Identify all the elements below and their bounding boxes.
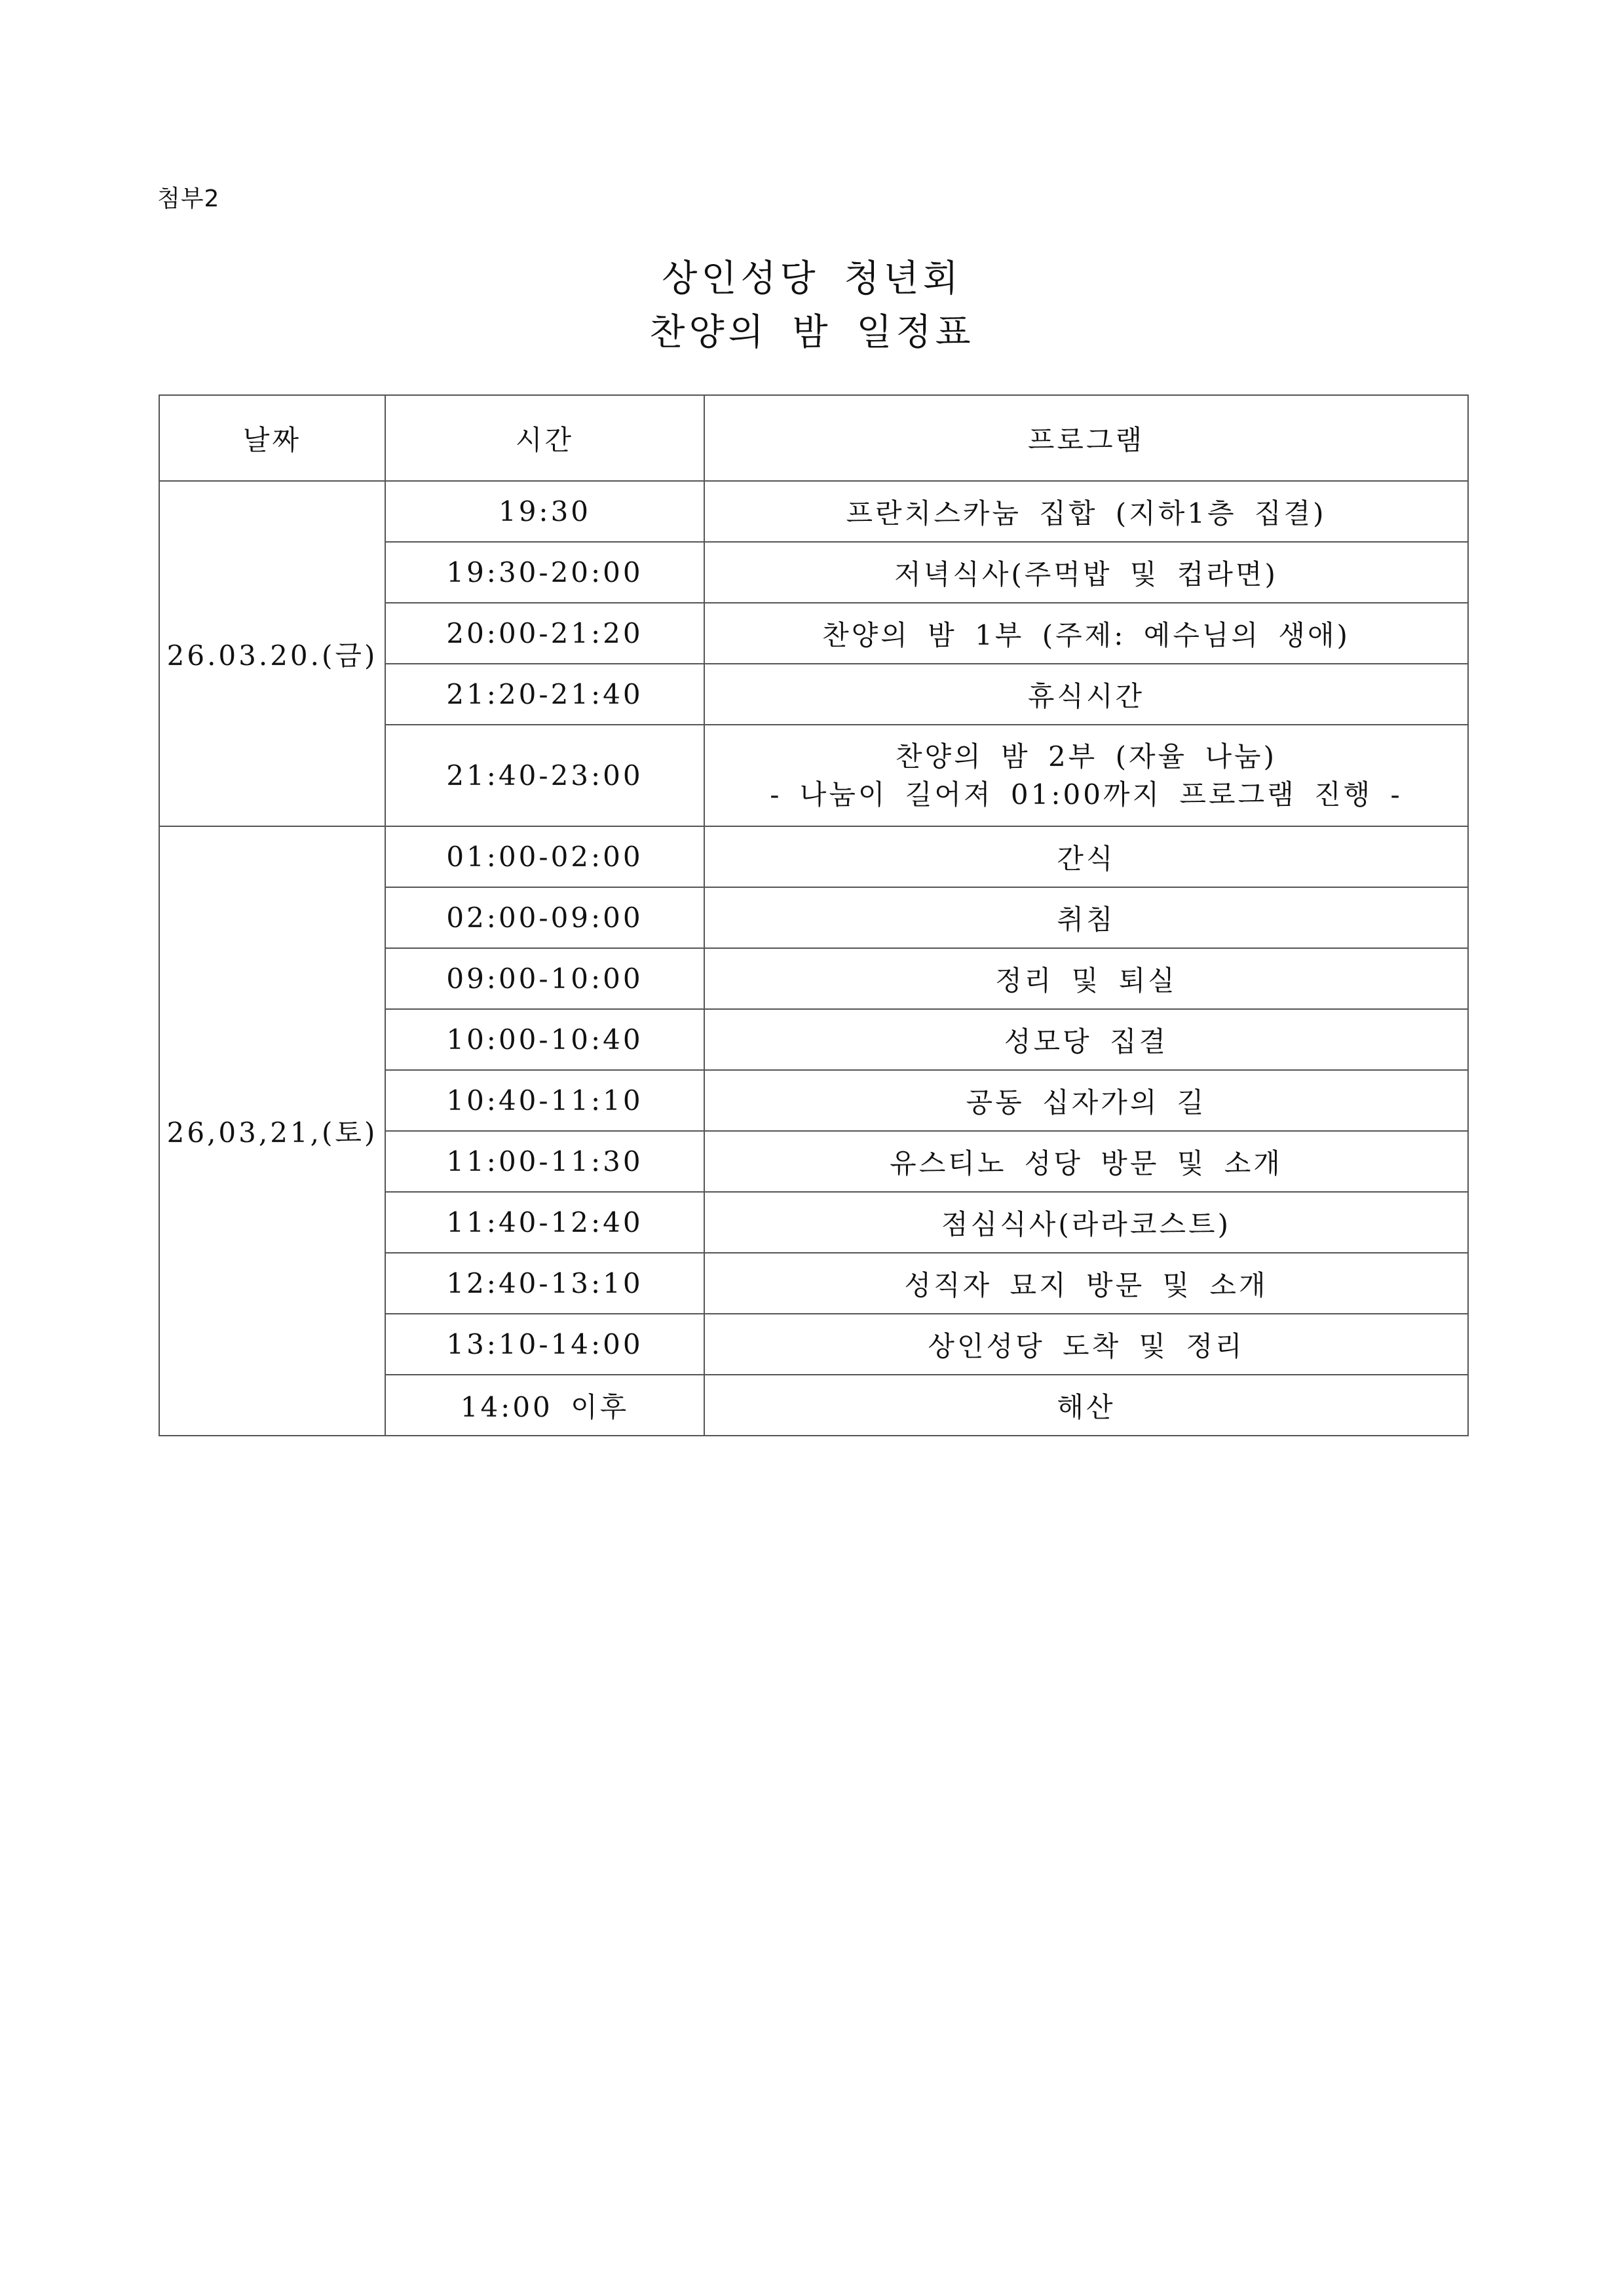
program-cell: 공동 십자가의 길: [704, 1070, 1468, 1131]
header-program: 프로그램: [704, 395, 1468, 481]
time-cell: 10:00-10:40: [385, 1009, 704, 1070]
program-cell: 취침: [704, 887, 1468, 948]
time-cell: 13:10-14:00: [385, 1314, 704, 1375]
program-cell: 프란치스카눔 집합 (지하1층 집결): [704, 481, 1468, 542]
header-date: 날짜: [159, 395, 385, 481]
time-cell: 20:00-21:20: [385, 603, 704, 664]
program-cell: [704, 725, 1468, 826]
program-cell: 찬양의 밤 1부 (주제: 예수님의 생애): [704, 603, 1468, 664]
document-title: [0, 252, 1624, 360]
program-cell: 유스티노 성당 방문 및 소개: [704, 1131, 1468, 1192]
program-cell: 해산: [704, 1375, 1468, 1436]
program-cell: 간식: [704, 826, 1468, 887]
time-cell: 12:40-13:10: [385, 1253, 704, 1314]
program-main-text: 찬양의 밤 2부 (자율 나눔): [895, 740, 1277, 773]
time-cell: 11:00-11:30: [385, 1131, 704, 1192]
program-note-text: - 나눔이 길어져 01:00까지 프로그램 진행 -: [770, 778, 1403, 811]
program-cell: 정리 및 퇴실: [704, 948, 1468, 1009]
date-cell-day1: 26.03.20.(금): [159, 481, 385, 826]
title-line-2: 찬양의 밤 일정표: [649, 311, 975, 354]
program-cell: 성모당 집결: [704, 1009, 1468, 1070]
table-row: [159, 826, 1468, 887]
program-cell: 점심식사(라라코스트): [704, 1192, 1468, 1253]
time-cell: 19:30-20:00: [385, 542, 704, 603]
header-time: 시간: [385, 395, 704, 481]
attachment-label: 첨부2: [157, 185, 220, 212]
date-cell-day2: 26,03,21,(토): [159, 826, 385, 1436]
time-cell: 11:40-12:40: [385, 1192, 704, 1253]
time-cell: 01:00-02:00: [385, 826, 704, 887]
program-cell: 성직자 묘지 방문 및 소개: [704, 1253, 1468, 1314]
schedule-table: [159, 394, 1469, 1436]
time-cell: 21:40-23:00: [385, 725, 704, 826]
time-cell: 10:40-11:10: [385, 1070, 704, 1131]
program-cell: 저녁식사(주먹밥 및 컵라면): [704, 542, 1468, 603]
time-cell: 09:00-10:00: [385, 948, 704, 1009]
table-row: [159, 481, 1468, 542]
header-row: [159, 395, 1468, 481]
time-cell: 14:00 이후: [385, 1375, 704, 1436]
title-line-1: 상인성당 청년회: [662, 258, 962, 300]
program-cell: 상인성당 도착 및 정리: [704, 1314, 1468, 1375]
time-cell: 21:20-21:40: [385, 664, 704, 725]
time-cell: 19:30: [385, 481, 704, 542]
time-cell: 02:00-09:00: [385, 887, 704, 948]
program-cell: 휴식시간: [704, 664, 1468, 725]
